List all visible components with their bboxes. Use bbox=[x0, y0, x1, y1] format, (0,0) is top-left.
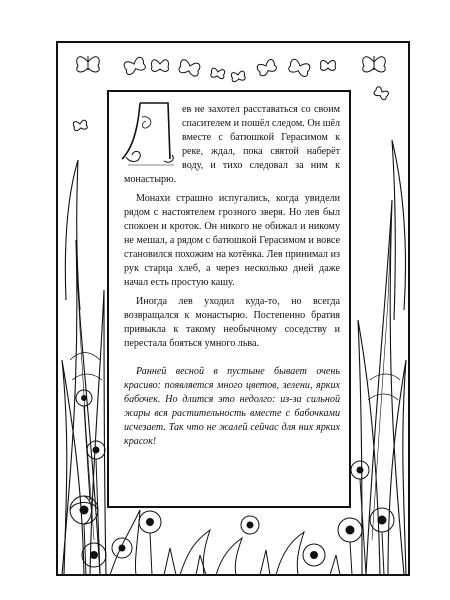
poppy-flower-icon bbox=[338, 518, 362, 542]
butterfly-icon bbox=[178, 59, 200, 77]
poppy-flower-icon bbox=[139, 511, 161, 533]
poppy-flower-icon bbox=[70, 496, 98, 524]
butterfly-icon bbox=[363, 56, 386, 72]
poppy-flower-icon bbox=[351, 461, 369, 479]
butterfly-icon bbox=[73, 120, 88, 131]
story-paragraph-3: Иногда лев уходил куда-то, но всегда возвращался к монастырю. Постепенно братия привыкла к такому необычному соседству и перестала бояться умного льва. bbox=[124, 296, 340, 349]
poppy-flower-icon bbox=[112, 538, 132, 558]
dropcap-letter-l-ornament bbox=[120, 99, 178, 169]
butterfly-icon bbox=[231, 71, 246, 82]
butterfly-icon bbox=[288, 58, 311, 77]
poppy-flower-icon bbox=[241, 516, 259, 534]
butterfly-icon bbox=[151, 60, 168, 72]
butterfly-icon bbox=[320, 60, 335, 70]
poppy-flower-icon bbox=[87, 441, 105, 459]
italic-note: Ранней весной в пустыне бывает очень красиво: появляется много цветов, зелени, ярких бабочек. Но длится это недолго: из-за сильной жары вся растительность вместе с бабочками исчезает. Так что не жалей сейчас для них ярких красок! bbox=[124, 366, 340, 447]
butterfly-icon bbox=[210, 68, 225, 79]
story-paragraph-1: ев не захотел расставаться со своим спасителем и пошёл следом. Он шёл вместе с батюшкой Герасимом к реке, ждал, пока святой наберёт воду, и тихо следовал за ним к монастырю. bbox=[124, 104, 340, 185]
butterfly-icon bbox=[256, 58, 277, 76]
poppy-flower-icon bbox=[303, 544, 325, 566]
right-leaves bbox=[358, 140, 406, 575]
story-text-box bbox=[110, 93, 348, 505]
butterfly-icon bbox=[373, 86, 389, 100]
story-paragraph-2: Монахи страшно испугались, когда увидели рядом с настоятелем грозного зверя. Но лев был спокоен и кроток. Он никого не обижал и никому не мешал, а рядом с батюшкой Герасимом и вовсе становился похожим на котёнка. Лев принимал из рук старца хлеб, а через несколько дней даже начал есть простую кашу. bbox=[124, 193, 340, 288]
butterfly-icon bbox=[123, 56, 146, 75]
dropcap-text: Л bbox=[146, 135, 153, 146]
butterfly-icon bbox=[77, 56, 100, 72]
